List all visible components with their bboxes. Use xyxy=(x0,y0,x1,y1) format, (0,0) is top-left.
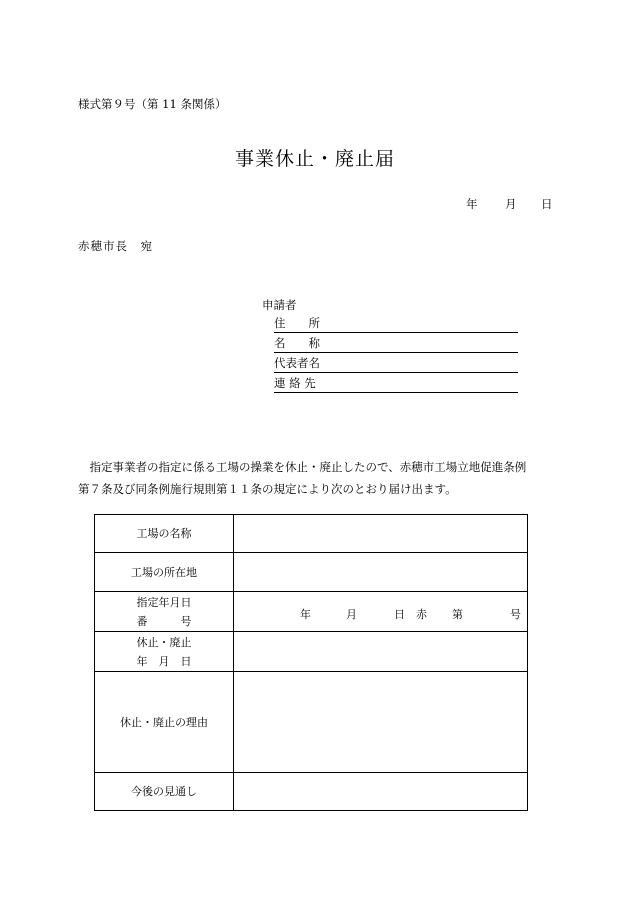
designation-month: 月 xyxy=(346,608,357,621)
date-year-label: 年 xyxy=(466,197,478,211)
table-row-suspension-reason xyxy=(95,672,528,773)
suspension-date-value[interactable] xyxy=(234,632,528,672)
body-paragraph xyxy=(78,456,558,500)
factory-name-value[interactable] xyxy=(234,515,528,553)
designation-year: 年 xyxy=(300,608,311,621)
designation-date-label: 指定年月日 xyxy=(136,595,192,609)
table-row-suspension-date xyxy=(95,632,528,672)
suspension-ymd-label: 年 月 日 xyxy=(136,654,192,668)
designation-number-label: 番 号 xyxy=(136,614,192,628)
applicant-address-label: 住 所 xyxy=(274,316,320,330)
applicant-address-field[interactable] xyxy=(274,315,518,333)
date-day-label: 日 xyxy=(541,197,553,211)
factory-location-label: 工場の所在地 xyxy=(95,553,234,592)
suspension-reason-value[interactable] xyxy=(234,672,528,773)
form-number: 様式第９号（第 11 条関係） xyxy=(78,97,227,111)
applicant-representative-field[interactable] xyxy=(274,355,518,373)
body-line-1: 指定事業者の指定に係る工場の操業を休止・廃止したので、赤穂市工場立地促進条例 xyxy=(78,460,527,474)
designation-value[interactable] xyxy=(234,592,528,632)
outlook-label: 今後の見通し xyxy=(95,773,234,811)
factory-location-value[interactable] xyxy=(234,553,528,592)
designation-ako: 赤 xyxy=(416,608,427,621)
applicant-contact-label: 連 絡 先 xyxy=(274,376,316,390)
suspension-label: 休止・廃止 xyxy=(136,635,192,649)
body-line-2: 第７条及び同条例施行規則第１１条の規定により次のとおり届け出ます。 xyxy=(78,482,457,496)
table-row-factory-location xyxy=(95,553,528,592)
applicant-representative-label: 代表者名 xyxy=(274,356,320,370)
notification-table xyxy=(94,514,528,811)
table-row-factory-name xyxy=(95,515,528,553)
table-row-designation xyxy=(95,592,528,632)
applicant-name-label: 名 称 xyxy=(274,336,320,350)
designation-go: 号 xyxy=(510,608,521,621)
factory-name-label: 工場の名称 xyxy=(95,515,234,553)
addressee: 赤穂市長 宛 xyxy=(78,239,153,253)
outlook-value[interactable] xyxy=(234,773,528,811)
document-title: 事業休止・廃止届 xyxy=(234,148,395,170)
suspension-date-label xyxy=(95,632,234,672)
designation-dai: 第 xyxy=(452,608,463,621)
applicant-label: 申請者 xyxy=(262,298,297,312)
designation-label xyxy=(95,592,234,632)
designation-day: 日 xyxy=(394,608,405,621)
date-month-label: 月 xyxy=(505,197,517,211)
suspension-reason-label: 休止・廃止の理由 xyxy=(95,672,234,773)
applicant-name-field[interactable] xyxy=(274,335,518,353)
applicant-contact-field[interactable] xyxy=(274,375,518,393)
table-row-outlook xyxy=(95,773,528,811)
